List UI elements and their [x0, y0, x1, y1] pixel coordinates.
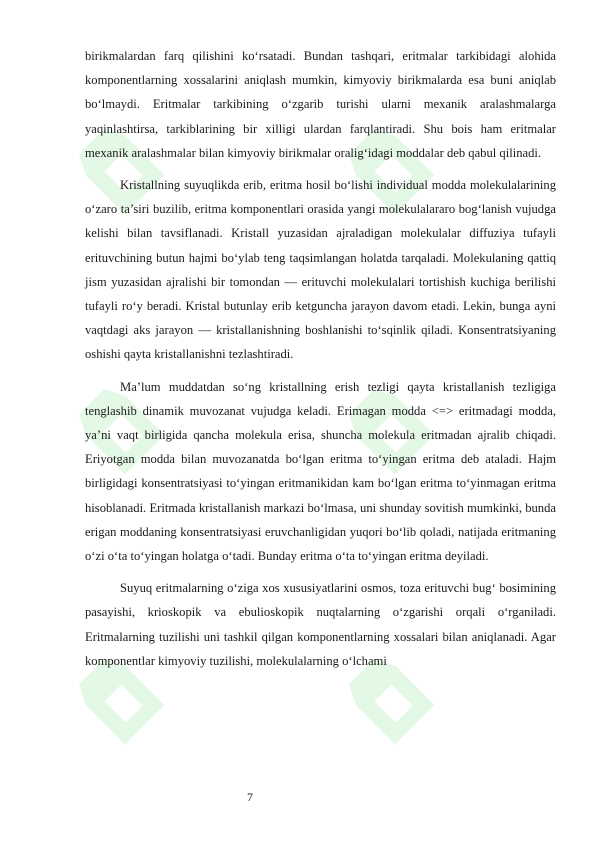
document-body — [85, 44, 556, 681]
paragraph-4: Suyuq eritmalarning o‘ziga xos xususiyatlarini osmos, toza erituvchi bug‘ bosimining pasayishi, krioskopik va ebulioskopik nuqtalarning o‘zgarishi orqali o‘rganiladi. Eritmalarning tuzilishi uni tashkil qilgan komponentlarning xossalari bilan aniqlanadi. Agar komponentlar kimyoviy tuzilishi, molekulalarning o‘lchami — [85, 581, 556, 668]
paragraph-2: Kristallning suyuqlikda erib, eritma hosil bo‘lishi individual modda molekulalarining o‘zaro ta’siri buzilib, eritma komponentlari orasida yangi molekulalararo bog‘lanish vujudga kelishi bilan tavsiflanadi. Kristall yuzasidan ajraladigan molekulalar diffuziya tufayli erituvchining butun hajmi bo‘ylab teng taqsimlangan holatda tarqaladi. Molekulaning qattiq jism yuzasidan ajralishi bir tomondan — erituvchi molekulalari tortishish kuchiga berilishi tufayli ro‘y beradi. Kristal butunlay erib ketguncha jarayon davom etadi. Lekin, bunga ayni vaqtdagi aks jarayon — kristallanishning boshlanishi to‘sqinlik qiladi. Konsentratsiyaning oshishi qayta kristallanishni tezlashtiradi. — [85, 178, 556, 362]
paragraph-3: Ma’lum muddatdan so‘ng kristallning erish tezligi qayta kristallanish tezligiga tenglashib dinamik muvozanat vujudga keladi. Erimagan modda <=> eritmadagi modda, ya’ni vaqt birligida qancha molekula erisa, shuncha molekula eritmadan ajralib chiqadi. Eriyotgan modda bilan muvozanatda bo‘lgan eritma to‘yingan eritma deb ataladi. Hajm birligidagi konsentratsiyasi to‘yingan eritmanikidan kam bo‘lgan eritma to‘yinmagan eritma hisoblanadi. Eritmada kristallanish markazi bo‘lmasa, uni shunday sovitish mumkinki, bunda erigan moddaning konsentratsiyasi eruvchanligidan yuqori bo‘lib qoladi, natijada eritmaning o‘zi o‘ta to‘yingan holatga o‘tadi. Bunday eritma o‘ta to‘yingan eritma deyiladi. — [85, 379, 556, 564]
paragraph-1: birikmalardan farq qilishini ko‘rsatadi. Bundan tashqari, eritmalar tarkibidagi alohida komponentlarning xossalarini aniqlash mumkin, kimyoviy birikmalarda esa buni aniqlab bo‘lmaydi. Eritmalar tarkibining o‘zgarib turishi ularni mexanik aralashmalarga yaqinlashtirsa, tarkiblarining bir xilligi ulardan farqlantiradi. Shu bois ham eritmalar mexanik aralashmalar bilan kimyoviy birikmalar oralig‘idagi moddalar deb qabul qilinadi. — [85, 49, 556, 160]
watermark-shape — [104, 684, 142, 722]
page-number: 7 — [247, 790, 253, 804]
watermark-shape — [374, 684, 412, 722]
